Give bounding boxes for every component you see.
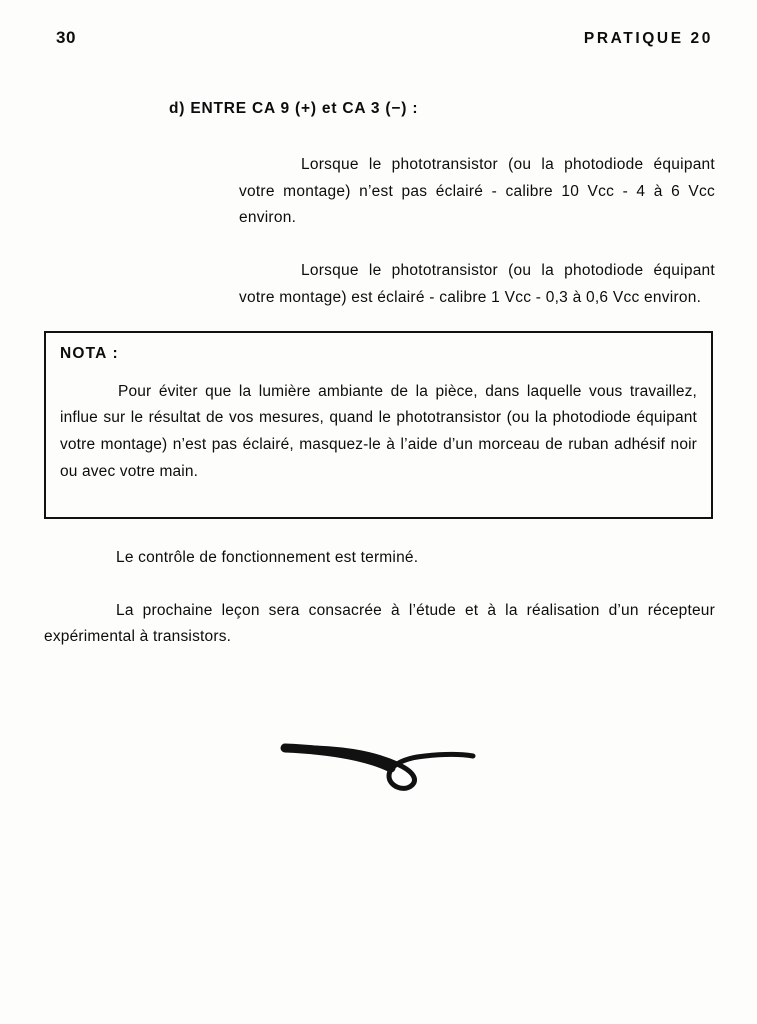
header-title: PRATIQUE 20 [583,30,713,47]
nota-box [44,331,713,519]
ornament-container [0,720,757,800]
nota-title: NOTA : [60,345,119,363]
paragraph-unlit-measurement: Lorsque le phototransistor (ou la photodiode équipant votre montage) n’est pas éclairé - calibre 10 Vcc - 4 à 6 Vcc environ. [239,156,715,227]
nota-text: Pour éviter que la lumière ambiante de la pièce, dans laquelle vous travaillez, influe sur le résultat de vos mesures, quand le phototransistor (ou la photodiode équipant votre montage) n’est pas éclairé, masquez-le à l’aide d’un morceau de ruban adhésif noir ou avec votre main. [60,382,697,480]
section-heading: d) ENTRE CA 9 (+) et CA 3 (−) : [169,100,419,117]
paragraph-lit-measurement: Lorsque le phototransistor (ou la photodiode équipant votre montage) est éclairé - calibre 1 Vcc - 0,3 à 0,6 Vcc environ. [239,261,715,306]
page-number: 30 [56,28,76,47]
flourish-ornament-icon [279,720,479,800]
page-content [44,100,715,666]
closing-paragraph-2: La prochaine leçon sera consacrée à l’étude et à la réalisation d’un récepteur expérimental à transistors. [44,601,715,646]
page-header [0,28,757,56]
closing-paragraph-1: Le contrôle de fonctionnement est terminé. [116,548,419,566]
